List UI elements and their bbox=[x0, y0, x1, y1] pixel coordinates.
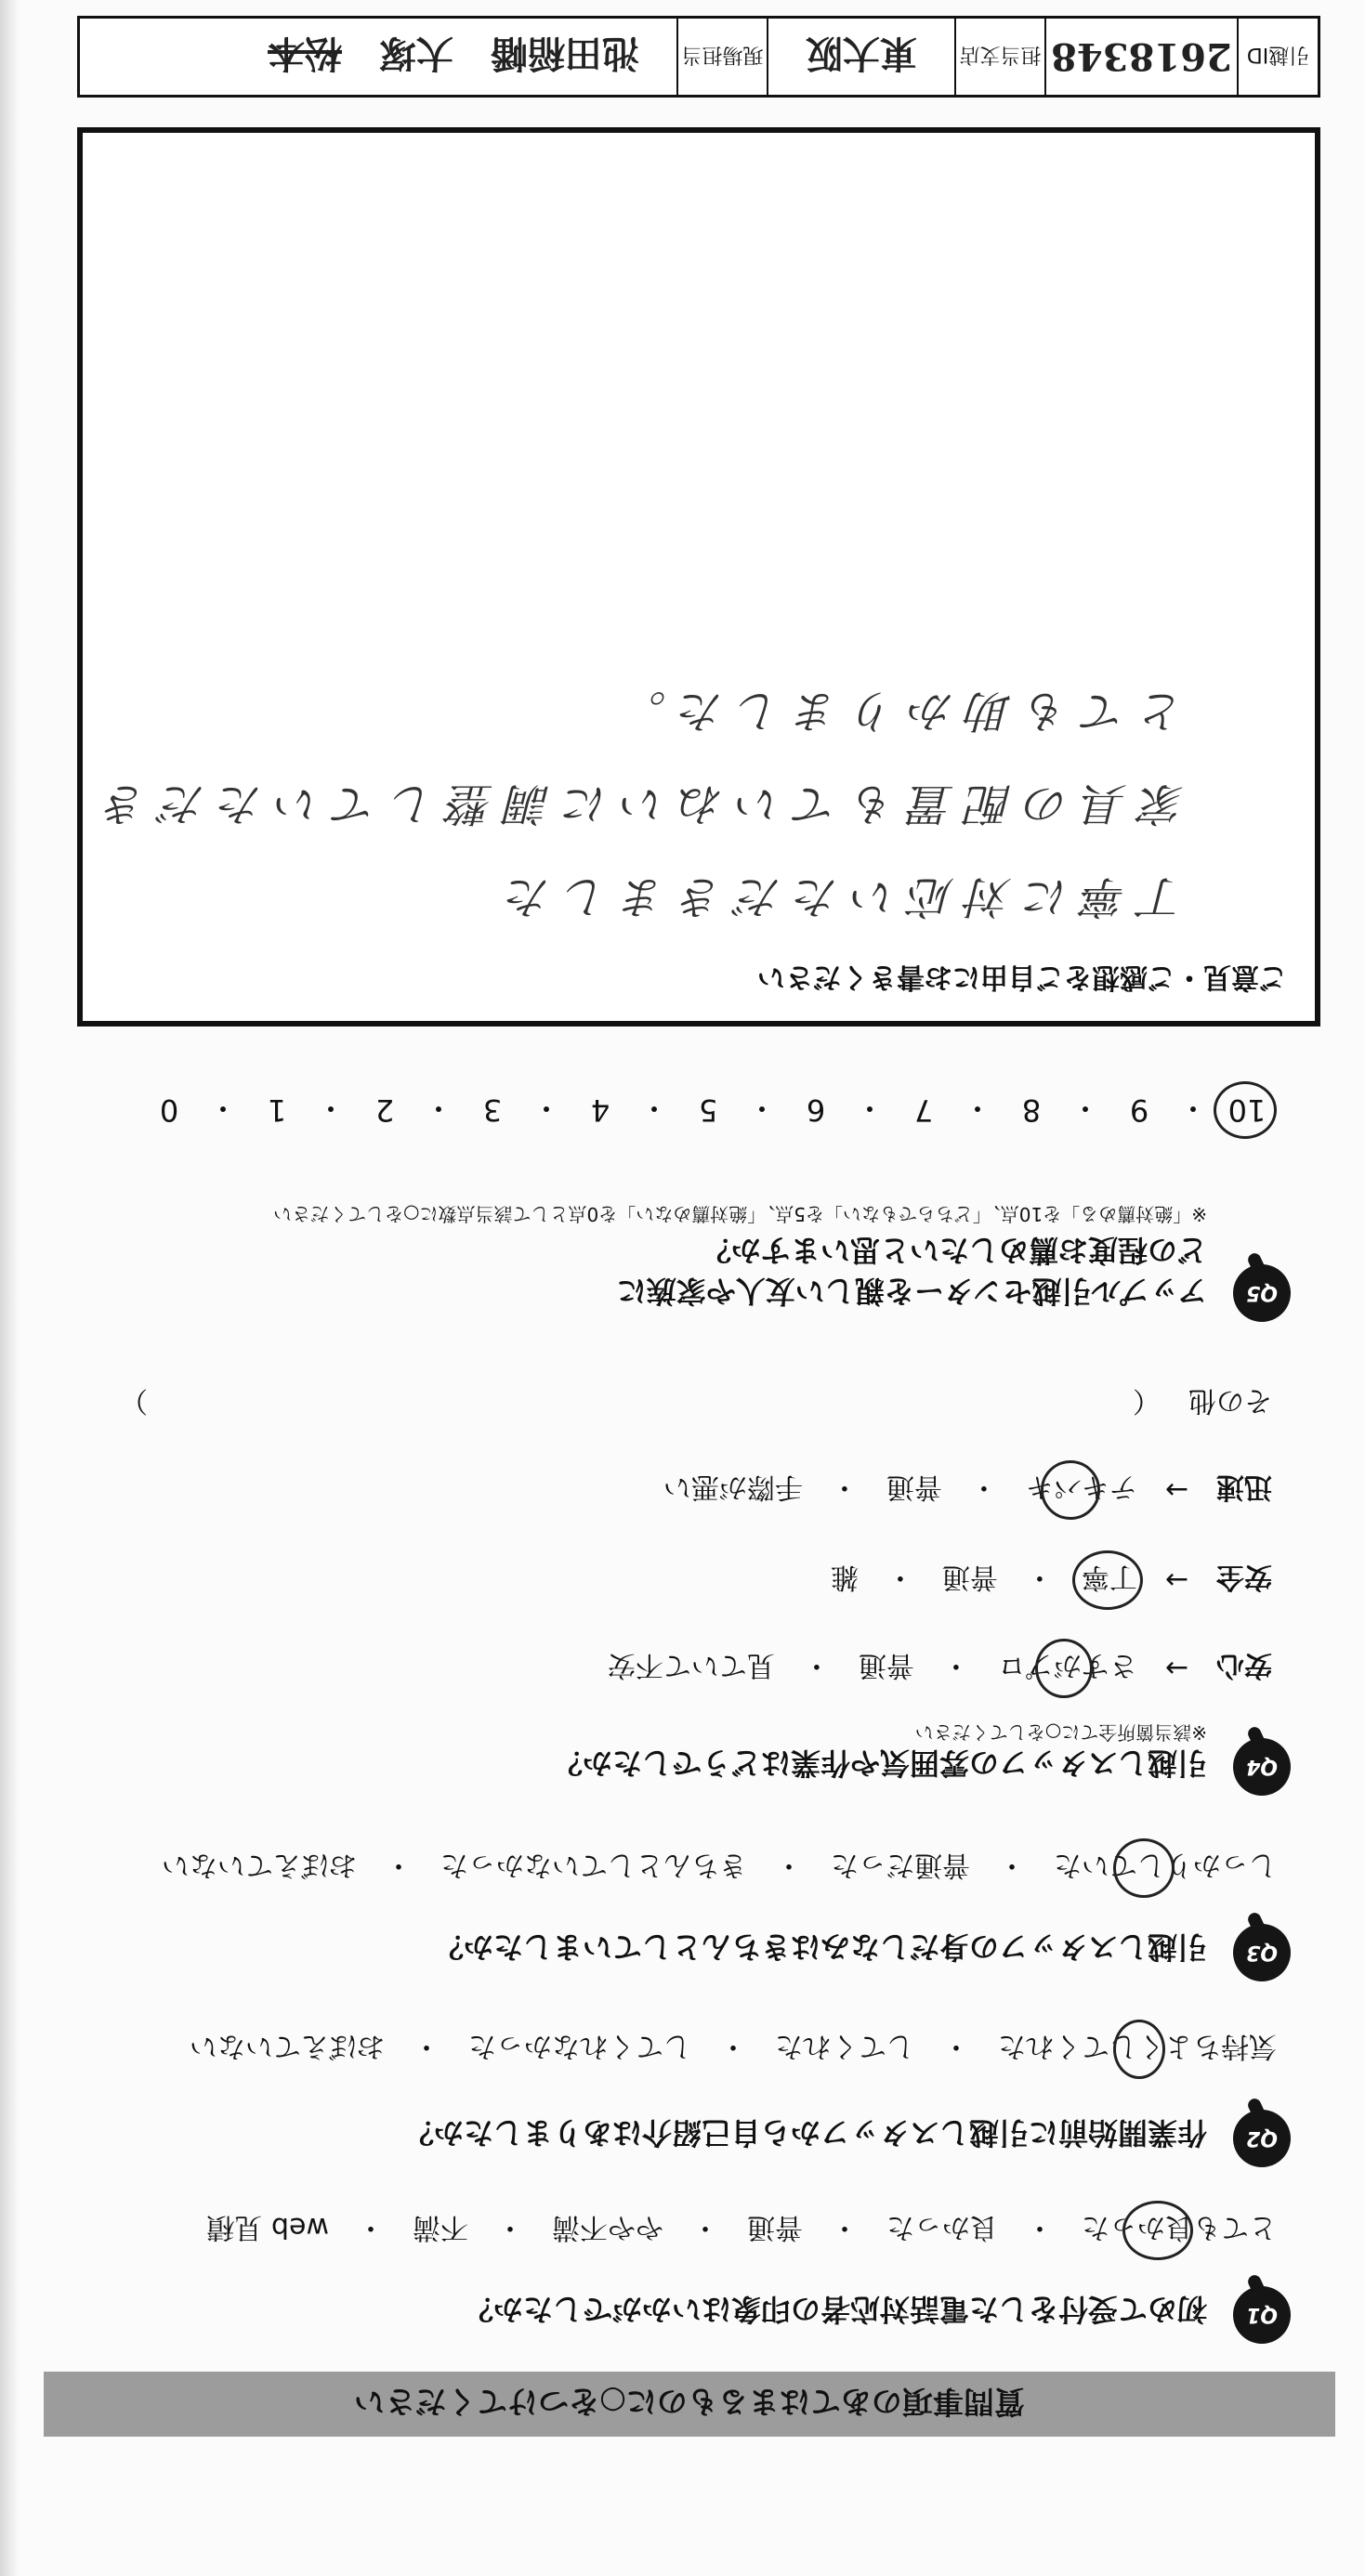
q1-option-2[interactable]: 良かった bbox=[886, 2211, 998, 2243]
separator: ・ bbox=[830, 1471, 859, 1503]
scale-6[interactable]: 6 bbox=[806, 1092, 826, 1128]
scale-4[interactable]: 4 bbox=[590, 1092, 610, 1128]
scale-2[interactable]: 2 bbox=[374, 1092, 395, 1128]
q4-jinsoku-option-3[interactable]: 手際が悪い bbox=[663, 1471, 803, 1503]
q3-option-4[interactable]: おぼえていない bbox=[162, 1849, 357, 1881]
comment-line-2: 家具の配置もていねいに調整していただき bbox=[89, 778, 1185, 830]
q4-badge-label: Q4 bbox=[1246, 1755, 1279, 1779]
q3-options bbox=[162, 1848, 1277, 1889]
staff-values bbox=[80, 19, 676, 95]
selection-circle bbox=[1122, 2201, 1193, 2260]
q4-row-jinsoku bbox=[663, 1470, 1272, 1510]
comment-line-1: 丁寧に対応いただきました bbox=[492, 870, 1185, 922]
separator: ・ bbox=[969, 1471, 998, 1503]
q4-other bbox=[120, 1383, 1272, 1424]
separator: ・ bbox=[1025, 1561, 1054, 1593]
instructions-text: 質問事項のあてはまるものに○をつけてください bbox=[354, 2384, 1025, 2421]
q2-badge-label: Q2 bbox=[1246, 2126, 1279, 2151]
q5-badge bbox=[1233, 1264, 1291, 1322]
separator: ・ bbox=[998, 1849, 1026, 1881]
separator: ・ bbox=[496, 2211, 524, 2243]
scale-3[interactable]: 3 bbox=[482, 1092, 503, 1128]
q3-badge-label: Q3 bbox=[1246, 1941, 1279, 1965]
q5-question-line1: アップル引越センターを親しい友人や家族に bbox=[616, 1274, 1207, 1309]
separator: ・ bbox=[385, 1849, 413, 1881]
separator: ・ bbox=[942, 2030, 970, 2062]
staff-value-2: 大塚 bbox=[379, 32, 453, 76]
row-label: 迅速 bbox=[1216, 1471, 1272, 1503]
q4-anzen-option-3[interactable]: 雑 bbox=[830, 1561, 859, 1593]
scale-8[interactable]: 8 bbox=[1021, 1092, 1042, 1128]
staff-value-1: 池田稲幡 bbox=[491, 32, 639, 76]
q4-note: ※該当箇所全てに○をしてください bbox=[914, 1721, 1207, 1744]
comment-title: ご意見・ご感想をご自由にお書きください bbox=[757, 961, 1287, 993]
q4-row-anzen bbox=[831, 1560, 1272, 1601]
q2-option-3[interactable]: してくれなかった bbox=[468, 2030, 691, 2062]
scale-10[interactable]: 10 bbox=[1217, 1092, 1277, 1128]
scale-0[interactable]: 0 bbox=[159, 1092, 179, 1128]
separator: ・ bbox=[413, 2030, 440, 2062]
scan-edge bbox=[0, 0, 19, 2576]
q1-option-5[interactable]: 不満 bbox=[413, 2211, 468, 2243]
q4-anshin-option-3[interactable]: 見ていて不安 bbox=[607, 1649, 775, 1681]
q2-options bbox=[190, 2029, 1277, 2070]
row-label: 安心 bbox=[1216, 1649, 1272, 1681]
id-label: 引越ID bbox=[1237, 19, 1318, 95]
separator: ・ bbox=[886, 1561, 914, 1593]
separator: ・ bbox=[855, 1091, 886, 1126]
q2-option-1[interactable]: 気持ちよくしてくれた bbox=[998, 2029, 1277, 2070]
separator: ・ bbox=[775, 1849, 803, 1881]
scale-1[interactable]: 1 bbox=[267, 1092, 287, 1128]
branch-label: 担当支店 bbox=[954, 19, 1044, 95]
separator: ・ bbox=[691, 2211, 719, 2243]
q2-question: 作業開始前に引越しスタッフから自己紹介はありましたか？ bbox=[403, 2115, 1207, 2151]
separator: ・ bbox=[532, 1091, 562, 1126]
selection-circle bbox=[1214, 1081, 1277, 1139]
separator: ・ bbox=[1178, 1091, 1209, 1126]
q2-badge bbox=[1233, 2110, 1291, 2167]
q1-question: 初めて受付をした電話対応者の印象はいかがでしたか？ bbox=[463, 2292, 1207, 2327]
q1-options bbox=[206, 2210, 1277, 2251]
q1-badge-label: Q1 bbox=[1246, 2303, 1279, 2327]
separator: ・ bbox=[316, 1091, 347, 1126]
other-paren-close: ） bbox=[120, 1384, 148, 1417]
separator: ・ bbox=[357, 2211, 385, 2243]
scale-9[interactable]: 9 bbox=[1129, 1092, 1149, 1128]
instructions-header bbox=[44, 2372, 1335, 2437]
q4-anshin-option-1[interactable]: さすがプロ bbox=[998, 1648, 1137, 1689]
other-label: その他 bbox=[1188, 1384, 1272, 1417]
comment-line-3: とても助かりました。 bbox=[608, 685, 1185, 737]
q4-anzen-option-2[interactable]: 普通 bbox=[941, 1561, 998, 1593]
other-paren-open: （ bbox=[1133, 1384, 1161, 1417]
q3-badge bbox=[1233, 1924, 1291, 1981]
q4-badge bbox=[1233, 1738, 1291, 1796]
q1-option-3[interactable]: 普通 bbox=[747, 2211, 803, 2243]
row-label: 安全 bbox=[1216, 1561, 1272, 1593]
q3-question: 引越しスタッフの身だしなみはきちんとしていましたか？ bbox=[433, 1929, 1207, 1965]
comment-box[interactable] bbox=[77, 127, 1320, 1026]
q5-note: ※「絶対薦める」を10点、「どちらでもない」を5点、「絶対薦めない」を0点として該当点数に○をしてください bbox=[273, 1203, 1207, 1225]
q1-option-1[interactable]: とても良かった bbox=[1082, 2210, 1277, 2251]
q2-option-4[interactable]: おぼえていない bbox=[190, 2030, 385, 2062]
selection-circle bbox=[1035, 1639, 1093, 1698]
staff-label: 現場担当 bbox=[676, 19, 767, 95]
info-table bbox=[77, 16, 1320, 98]
q4-jinsoku-option-1[interactable]: テキパキ bbox=[1026, 1470, 1137, 1510]
selection-circle bbox=[1041, 1460, 1100, 1520]
separator: ・ bbox=[747, 1091, 778, 1126]
separator: ・ bbox=[719, 2030, 747, 2062]
q3-option-1[interactable]: しっかりしていた bbox=[1054, 1848, 1277, 1889]
separator: ・ bbox=[1070, 1091, 1101, 1126]
q4-anshin-option-2[interactable]: 普通 bbox=[858, 1649, 914, 1681]
q5-badge-label: Q5 bbox=[1246, 1281, 1279, 1305]
separator: ・ bbox=[639, 1091, 670, 1126]
q5-scale bbox=[139, 1089, 1277, 1131]
q5-question-line2: どの程度お薦めしたいと思いますか？ bbox=[701, 1233, 1207, 1268]
selection-circle bbox=[1113, 1838, 1175, 1898]
arrow-icon: → bbox=[1164, 1473, 1188, 1507]
q1-option-4[interactable]: やや不満 bbox=[552, 2211, 663, 2243]
q1-option-6[interactable]: web 見積 bbox=[206, 2211, 329, 2243]
branch-value: 東大阪 bbox=[767, 19, 954, 95]
q1-badge bbox=[1233, 2286, 1291, 2344]
q3-option-2[interactable]: 普通だった bbox=[831, 1849, 970, 1881]
q2-option-2[interactable]: してくれた bbox=[775, 2030, 914, 2062]
staff-value-struck: 松本 bbox=[268, 32, 342, 76]
separator: ・ bbox=[802, 1649, 831, 1681]
separator: ・ bbox=[941, 1649, 970, 1681]
selection-circle bbox=[1113, 2020, 1165, 2079]
separator: ・ bbox=[424, 1091, 454, 1126]
separator: ・ bbox=[1026, 2211, 1054, 2243]
id-value: 2618348 bbox=[1044, 19, 1237, 95]
q4-row-anshin bbox=[608, 1648, 1272, 1689]
scale-7[interactable]: 7 bbox=[913, 1092, 934, 1128]
separator: ・ bbox=[831, 2211, 859, 2243]
separator: ・ bbox=[208, 1091, 239, 1126]
q4-jinsoku-option-2[interactable]: 普通 bbox=[886, 1471, 942, 1503]
q4-question: 引越しスタッフの雰囲気や作業はどうでしたか？ bbox=[552, 1746, 1207, 1781]
separator: ・ bbox=[963, 1091, 993, 1126]
arrow-icon: → bbox=[1164, 1563, 1188, 1597]
selection-circle bbox=[1072, 1550, 1143, 1610]
q4-anzen-option-1[interactable]: 丁寧 bbox=[1082, 1560, 1137, 1601]
q3-option-3[interactable]: きちんとしていなかった bbox=[440, 1849, 747, 1881]
scale-5[interactable]: 5 bbox=[698, 1092, 718, 1128]
arrow-icon: → bbox=[1164, 1652, 1188, 1685]
